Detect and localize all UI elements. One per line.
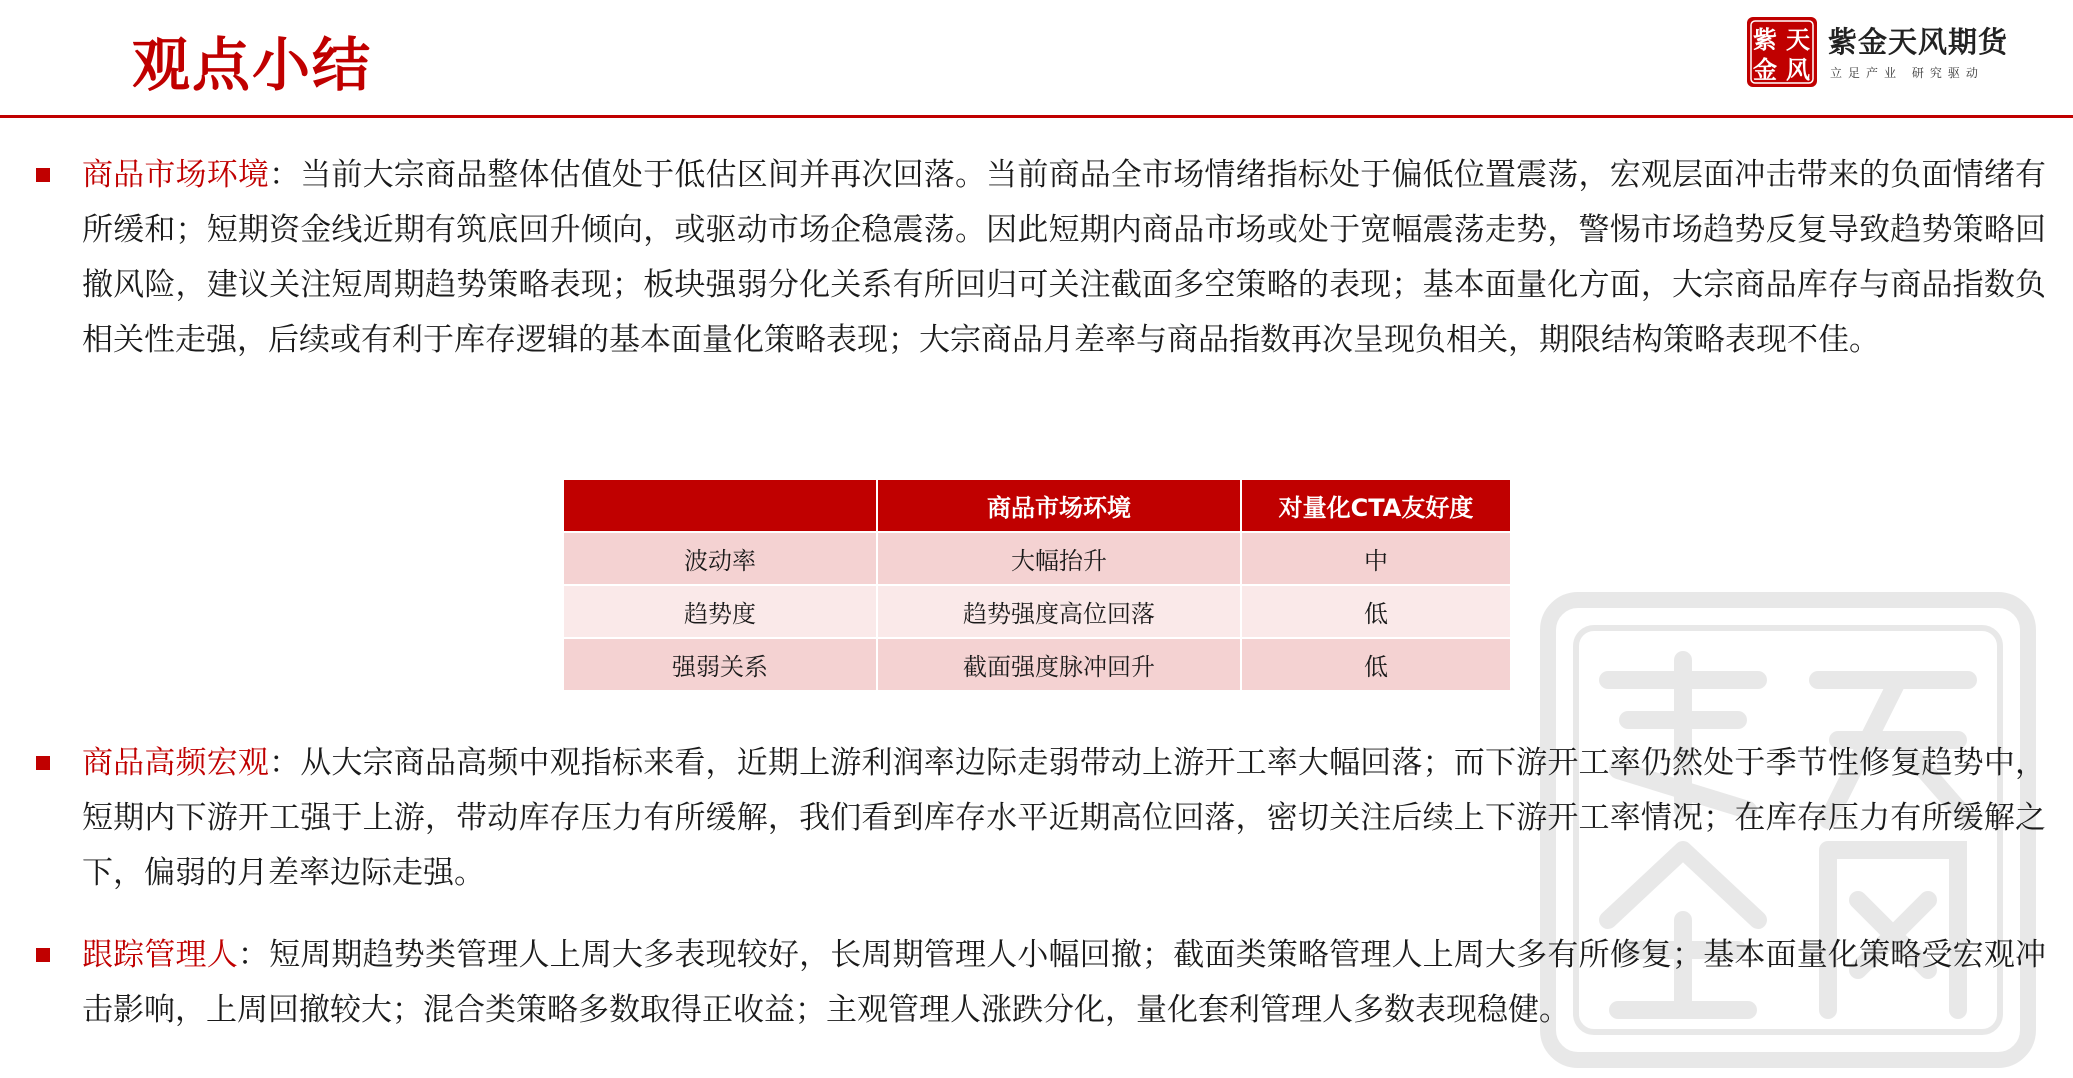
table-header-row: [563, 479, 1511, 532]
company-logo: [1746, 16, 2046, 88]
bullet-square-icon: [36, 756, 50, 770]
company-name: 紫金天风期货: [1828, 25, 2009, 59]
section-market-environment: [36, 148, 2046, 368]
table-cell: 截面强度脉冲回升: [877, 638, 1241, 691]
bullet-square-icon: [36, 168, 50, 182]
table-row: [563, 532, 1511, 585]
table-row: [563, 585, 1511, 638]
bullet-square-icon: [36, 948, 50, 962]
section-text: [82, 928, 2046, 1038]
seal-char-3: 金: [1753, 55, 1777, 84]
table-cell: 趋势强度高位回落: [877, 585, 1241, 638]
page-title: 观点小结: [132, 31, 373, 99]
table-header-cell: [563, 479, 877, 532]
header-divider: [0, 115, 2073, 118]
table-header-cell: 商品市场环境: [877, 479, 1241, 532]
table-cell: 低: [1241, 585, 1511, 638]
section-label: 商品市场环境: [82, 157, 270, 193]
section-label: 商品高频宏观: [82, 745, 270, 781]
table-cell: 大幅抬升: [877, 532, 1241, 585]
seal-char-2: 天: [1786, 25, 1810, 54]
table-cell: 趋势度: [563, 585, 877, 638]
section-text: [82, 148, 2046, 368]
table-cell: 中: [1241, 532, 1511, 585]
section-high-frequency-macro: [36, 736, 2046, 901]
section-tracked-managers: [36, 928, 2046, 1038]
section-body: ：当前大宗商品整体估值处于低估区间并再次回落。当前商品全市场情绪指标处于偏低位置震荡，宏观层面冲击带来的负面情绪有所缓和；短期资金线近期有筑底回升倾向，或驱动市场企稳震荡。因此短期内商品市场或处于宽幅震荡走势，警惕市场趋势反复导致趋势策略回撤风险，建议关注短周期趋势策略表现；板块强弱分化关系有所回归可关注截面多空策略的表现；基本面量化方面，大宗商品库存与商品指数负相关性走强，后续或有利于库存逻辑的基本面量化策略表现；大宗商品月差率与商品指数再次呈现负相关，期限结构策略表现不佳。: [82, 157, 2047, 358]
section-body: ：从大宗商品高频中观指标来看，近期上游利润率边际走弱带动上游开工率大幅回落；而下游开工率仍然处于季节性修复趋势中，短期内下游开工强于上游，带动库存压力有所缓解，我们看到库存水平近期高位回落，密切关注后续上下游开工率情况；在库存压力有所缓解之下，偏弱的月差率边际走强。: [82, 745, 2047, 891]
company-seal-icon: [1746, 16, 1818, 88]
company-tagline: 立足产业 研究驱动: [1830, 66, 1984, 80]
seal-char-1: 紫: [1753, 25, 1777, 54]
table-cell: 波动率: [563, 532, 877, 585]
page-header: [0, 0, 2073, 118]
table-row: [563, 638, 1511, 691]
table-cell: 强弱关系: [563, 638, 877, 691]
market-environment-table: [562, 478, 1512, 692]
table-cell: 低: [1241, 638, 1511, 691]
table-header-cell: 对量化CTA友好度: [1241, 479, 1511, 532]
seal-char-4: 风: [1786, 55, 1810, 84]
section-label: 跟踪管理人: [82, 937, 238, 973]
section-text: [82, 736, 2046, 901]
section-body: ：短周期趋势类管理人上周大多表现较好，长周期管理人小幅回撤；截面类策略管理人上周大多有所修复；基本面量化策略受宏观冲击影响，上周回撤较大；混合类策略多数取得正收益；主观管理人涨跌分化，量化套利管理人多数表现稳健。: [82, 937, 2046, 1028]
